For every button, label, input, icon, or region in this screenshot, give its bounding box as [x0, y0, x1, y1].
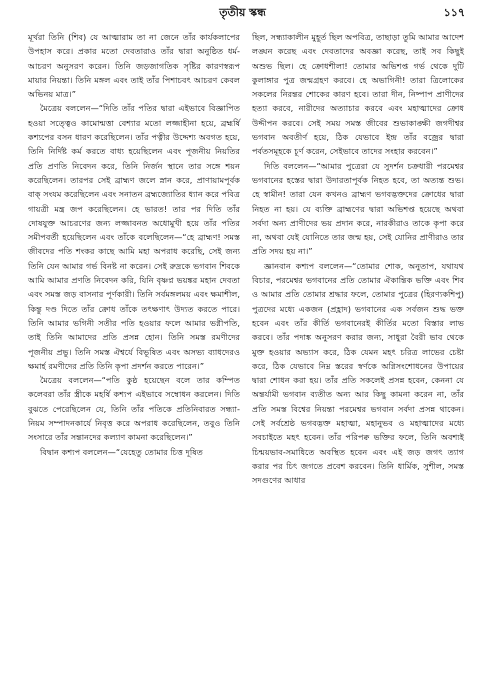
paragraph: মৈত্রেয় বললেন—“পতি কুষ্ঠ হয়েছেন বলে তার কম্পিত কলেবরা তাঁর স্ত্রীকে মহর্ষি কশ্যপ এইভাবে সম্বোধন করলেন। দিতি বুঝতে পেরেছিলেন যে, তিনি তাঁর পতিকে প্রতিনিবারত সন্ধ্যা-নিয়ম সম্পাদনকার্যে নিবৃত্ত করে অপরাধ করেছিলেন, তবুও তিনি সংসারে তাঁর সন্তানদের কল্যাণ কামনা করেছিলেন।” [28, 375, 240, 443]
paragraph: মৈত্রেয় বললেন—“দিতি তাঁর পতির দ্বারা এইভাবে বিজ্ঞাপিত হওয়া সত্ত্বেও কামোন্মত্তা বেশ্যার মতো লজ্জাহীনা হয়ে, ব্রহ্মর্ষি কশ্যপের বসন ধারণ করেছিলেন। তাঁর পত্নীর উদ্দেশ্য অবগত হয়ে, তিনি নির্দিষ্ট কর্ম করতে বাধ্য হয়েছিলেন এবং পূজনীয় নিয়তির প্রতি প্রণতি নিবেদন করে, তিনি নির্জন স্থানে তার সঙ্গে শয়ন করেছিলেন। তারপর সেই ব্রাহ্মণ জলে স্নান করে, প্রাণায়ামপূর্বক বাক্ সংযম করেছিলেন এবং সনাতন ব্রহ্মজ্যোতির ধ্যান করে পবিত্র গায়ত্রী মন্ত্র জপ করেছিলেন। হে ভারত! তার পর দিতি তাঁর দোষযুক্ত আচরণের জন্য লজ্জাবনত অধোমুখী হয়ে তাঁর পতির সমীপবর্তী হয়েছিলেন এবং তাঁকে বলেছিলেন—“হে ব্রাহ্মণ! সমস্ত জীবদের পতি শংকর কাছে আমি মহা অপরাধ করেছি, সেই জন্য তিনি যেন আমার গর্ভ বিনষ্ট না করেন। সেই রুদ্রকে ভগবান শিবকে আমি আমার প্রণতি নিবেদন করি, যিনি বৃষ্ণপ্ন ভয়ঙ্কর মহান দেবতা এবং সমস্ত জড় বাসনার পূর্ণকারী। তিনি সর্বমঙ্গলময় এবং ক্ষমাশীল, কিন্তু দণ্ড দিতে তাঁর ক্রোধ তাঁকে তৎক্ষণাৎ উদ্যত করতে পারে। তিনি আমার ভগিনী সতীর পতি হওয়ার ফলে আমার ভগ্নীপতি, তাই তিনি আমাদের প্রতি প্রসন্ন হোন। তিনি সমস্ত রমণীদের পূজনীয় প্রভু। তিনি সমস্ত ঐশ্বর্যে বিভূষিত এবং অসভ্য ব্যাধদেরও ক্ষমার্হ রমণীদের প্রতি তিনি কৃপা প্রদর্শন করতে পারেন।” [28, 103, 240, 371]
right-text-column [252, 30, 464, 488]
paragraph: ছিল, সন্ধ্যাকালীন মুহূর্ত ছিল অপবিত্র, তাছাড়া তুমি আমার আদেশ লঙ্ঘন করেছ এবং দেবতাদের অবজ্ঞা করেছ, তাই সব কিছুই অশুভ ছিল। হে ক্রোধশীলা! তোমার অভিশপ্ত গর্ভ থেকে দুটি কুলাঙ্গার পুত্র জন্মগ্রহণ করবে। হে অভাগিনী! তারা ত্রিলোকের সকলের নিরন্তর শোকের কারণ হবে। তারা দীন, নিষ্পাপ প্রাণীদের হত্যা করবে, নারীদের অত্যাচার করবে এবং মহাত্মাদের ক্রোধ উদ্দীপন করবে। সেই সময় সমস্ত জীবের শুভাকাঙ্ক্ষী জগদীশ্বর ভগবান অবতীর্ণ হয়ে, ঠিক যেভাবে ইন্দ্র তাঁর বজ্রের দ্বারা পর্বতসমূহকে চূর্ণ করেন, সেইভাবে তাদের সংহার করবেন।” [252, 32, 464, 157]
page-number: ১১৭ [443, 6, 465, 19]
paragraph: জ্ঞানবান কশ্যপ বললেন—“তোমার শোক, অনুতাপ, যথাযথ বিচার, পরমেশ্বর ভগবানের প্রতি তোমার ঐকান্তিক ভক্তি এবং শিব ও আমার প্রতি তোমার শ্রদ্ধার ফলে, তোমার পুত্রের (হিরণ্যকশিপু) পুত্রদের মধ্যে একজন (প্রহ্লাদ) ভগবানের এক সর্বজন শুদ্ধ ভক্ত হবেন এবং তাঁর কীর্তি ভগবানেরই কীর্তির মতো বিস্তার লাভ করবে। তাঁর পদাঙ্ক অনুসরণ করার জন্য, সাধুরা বৈরী ভাব থেকে মুক্ত হওয়ার অভ্যাস করে, ঠিক যেমন মহৎ চরিত্র লাভের চেষ্টা করে, ঠিক যেভাবে নিম্ন স্তরের স্বর্ণকে অগ্নিসংশোধনের উপায়ের দ্বারা শোধন করা হয়। তাঁর প্রতি সকলেই প্রসন্ন হবেন, কেননা যে অন্তর্যামী ভগবান ব্যতীত অন্য আর কিছু কামনা করেন না, তাঁর প্রতি সমস্ত বিশ্বের নিয়ন্তা পরমেশ্বর ভগবান সর্বদা প্রসন্ন থাকেন। সেই সর্বশ্রেষ্ঠ ভগবদ্ভক্ত মহাত্মা, মহানুভব ও মহাত্মাদের মধ্যে সবচাইতে মহৎ হবেন। তাঁর পরিপক্ব ভক্তির ফলে, তিনি অবশ্যই চিন্ময়ভাব-সমাধিতে অবস্থিত হবেন এবং এই জড় জগৎ ত্যাগ করার পর চিৎ জগতে প্রবেশ করবেন। তিনি ধার্মিক, সুশীল, সমস্ত সদগুণের আধার [252, 260, 464, 486]
paragraph: মূর্খরা তিনি (শিব) যে আত্মারাম তা না জেনে তাঁর কার্যকলাপের উপহাস করে। প্রকার মতো দেবতারাও তাঁর দ্বারা অনুষ্ঠিত ধর্ম-আচরণ অনুসরণ করেন। তিনি জড়জাগতিক সৃষ্টির কারণস্বরূপ মায়ার নিয়ন্তা। তিনি মঙ্গল এবং তাই তাঁর পিশাচবৎ আচরণ কেবল অভিনয় মাত্র।” [28, 32, 240, 100]
paragraph: বিদ্বান কশ্যপ বললেন—“যেহেতু তোমার চিত্ত দূষিত [40, 446, 203, 457]
paragraph: দিতি বললেন—“আমার পুত্রেরা যে সুদর্শন চক্রধারী পরমেশ্বর ভগবানের হস্তের দ্বারা উদারতাপূর্বক নিহত হবে, তা অত্যন্ত শুভ। হে স্বামীন! তারা যেন কখনও ব্রাহ্মণ ভগবদ্ভক্তদের ক্রোধের দ্বারা নিহত না হয়। যে ব্যক্তি ব্রাহ্মণের দ্বারা অভিশপ্ত হয়েছে অথবা সর্বদা অন্য প্রাণীদের ভয় প্রদান করে, নারকীরাও তাকে কৃপা করে না, অথবা যেই যোনিতে তার জন্ম হয়, সেই যোনির প্রাণীরাও তার প্রতি সদয় হয় না।” [252, 160, 464, 257]
left-text-column [28, 30, 240, 459]
running-header-title: তৃতীয় স্কন্ধ [219, 6, 266, 19]
